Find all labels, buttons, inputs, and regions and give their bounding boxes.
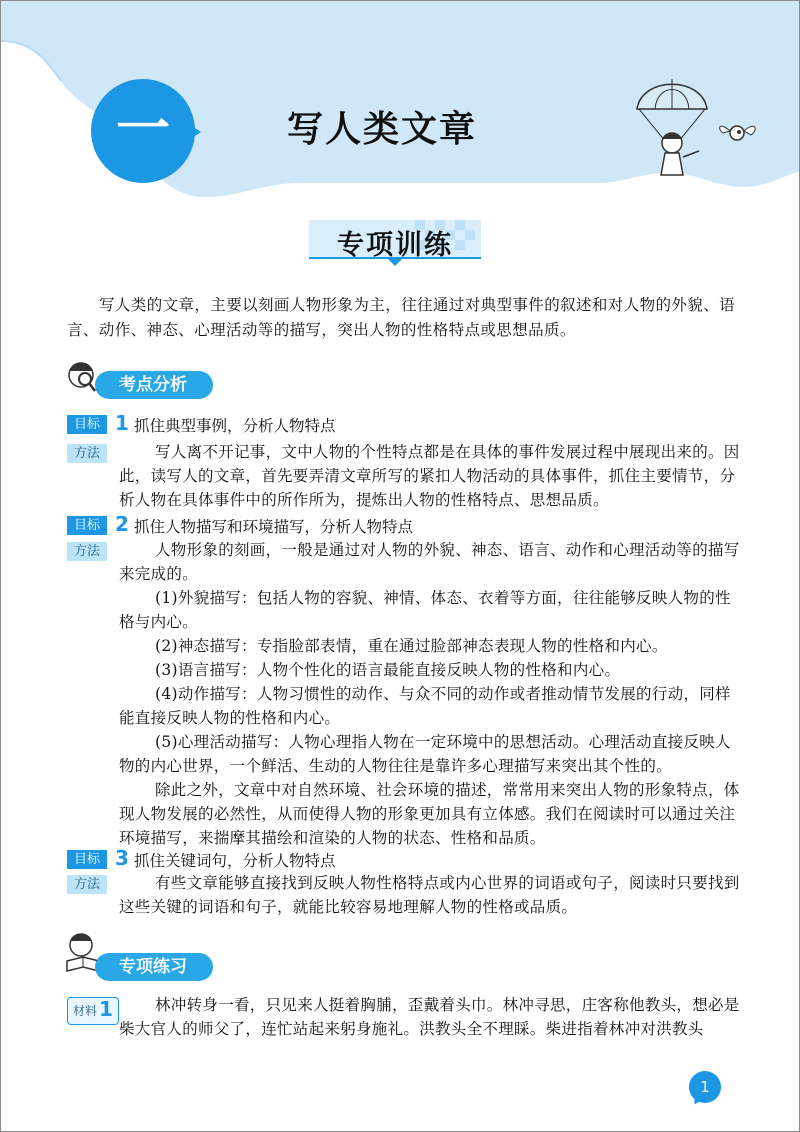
method-paragraph: (1)外貌描写：包括人物的容貌、神情、体态、衣着等方面，往往能够反映人物的性格与内心。 <box>119 589 731 631</box>
method-text <box>119 871 743 919</box>
chapter-title: 写人类文章 <box>287 109 478 150</box>
material-label: 材料 <box>73 1004 98 1018</box>
method-paragraph: 人物形象的刻画，一般是通过对人物的外貌、神态、语言、动作和心理活动等的描写来完成的。 <box>119 541 740 583</box>
goal-number: 3 <box>115 846 129 870</box>
goal-number: 2 <box>115 512 129 536</box>
method-paragraph: (4)动作描写：人物习惯性的动作、与众不同的动作或者推动情节发展的行动，同样能直接反映人物的性格和内心。 <box>119 685 731 727</box>
intro-paragraph: 写人类的文章，主要以刻画人物形象为主，往往通过对典型事件的叙述和对人物的外貌、语言、动作、神态、心理活动等的描写，突出人物的性格特点或思想品质。 <box>67 296 736 339</box>
material-text-block <box>119 993 743 1041</box>
method-text <box>119 440 743 512</box>
goal-number: 1 <box>115 411 129 435</box>
goal-title: 抓住关键词句，分析人物特点 <box>134 852 336 870</box>
practice-heading: 专项练习 <box>119 957 187 977</box>
goal-label: 目标 <box>67 850 107 869</box>
goal-title: 抓住典型事例，分析人物特点 <box>134 417 336 435</box>
material-number: 1 <box>99 997 113 1021</box>
method-paragraph: 写人离不开记事，文中人物的个性特点都是在具体的事件发展过程中展现出来的。因此，读写人的文章，首先要弄清文章所写的紧扣人物活动的具体事件，抓住主要情节，分析人物在具体事件中的所作所为，提炼出人物的性格特点、思想品质。 <box>119 443 740 509</box>
parachute-kid-illustration <box>627 71 777 191</box>
analysis-heading: 考点分析 <box>119 375 187 395</box>
method-paragraph: 除此之外，文章中对自然环境、社会环境的描述，常常用来突出人物的形象特点，体现人物发展的必然性，从而使得人物的形象更加具有立体感。我们在阅读时可以通过关注环境描写，来揣摩其描绘和渲染的人物的状态、性格和品质。 <box>119 781 740 847</box>
method-label: 方法 <box>67 444 107 463</box>
method-text <box>119 538 743 850</box>
method-label: 方法 <box>67 875 107 894</box>
section-title: 专项训练 <box>337 230 453 261</box>
page-number: 1 <box>689 1071 721 1103</box>
goal-label: 目标 <box>67 415 107 434</box>
practice-heading-pill <box>95 953 213 981</box>
chapter-header <box>1 1 800 231</box>
analysis-heading-pill <box>95 371 213 399</box>
chapter-number-badge: 一 <box>91 79 195 183</box>
badge-tail <box>187 123 201 141</box>
method-paragraph: (5)心理活动描写：人物心理指人物在一定环境中的思想活动。心理活动直接反映人物的内心世界，一个鲜活、生动的人物往往是靠许多心理描写来突出其个性的。 <box>119 733 731 775</box>
method-paragraph: (3)语言描写：人物个性化的语言最能直接反映人物的性格和内心。 <box>155 661 621 679</box>
goal-title: 抓住人物描写和环境描写，分析人物特点 <box>134 518 414 536</box>
material-tag <box>67 997 119 1025</box>
method-label: 方法 <box>67 542 107 561</box>
method-paragraph: (2)神态描写：专指脸部表情，重在通过脸部神态表现人物的性格和内心。 <box>155 637 668 655</box>
goal-label: 目标 <box>67 516 107 535</box>
material-text: 林冲转身一看，只见来人挺着胸脯，歪戴着头巾。林冲寻思，庄客称他教头，想必是柴大官人的师父了，连忙站起来躬身施礼。洪教头全不理睬。柴进指着林冲对洪教头 <box>119 996 740 1038</box>
method-paragraph: 有些文章能够直接找到反映人物性格特点或内心世界的词语或句子，阅读时只要找到这些关键的词语和句子，就能比较容易地理解人物的性格或品质。 <box>119 874 740 916</box>
